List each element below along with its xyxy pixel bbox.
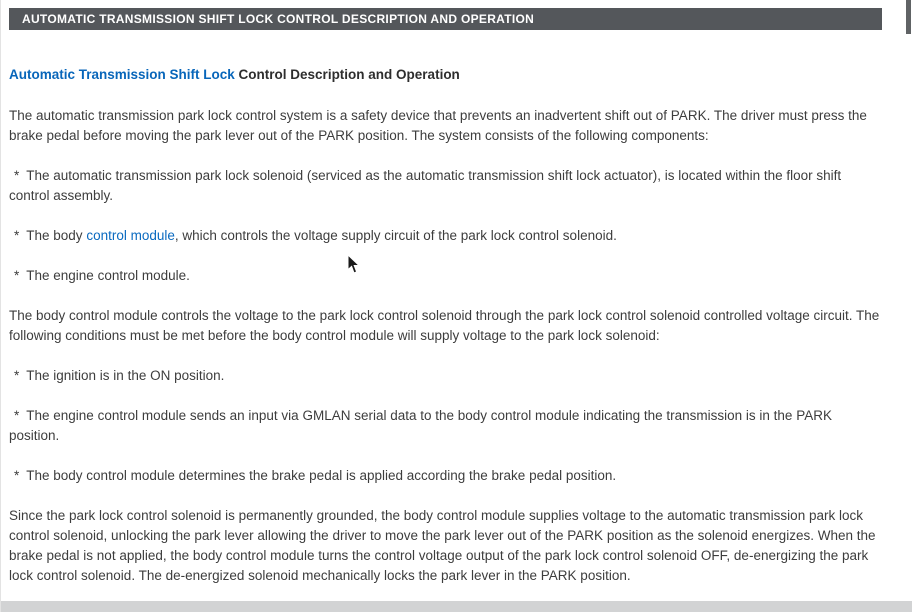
paragraph-operation: Since the park lock control solenoid is permanently grounded, the body control module supplies voltage to the automatic transmission park lock control solenoid, unlocking the park lever allowing the driver to move the park lever out of the PARK position as the solenoid energizes. When the brake pedal is not applied, the body control module turns the control voltage output of the park lock control solenoid OFF, de-energizing the park lock control solenoid. The de-energized solenoid mechanically locks the park lever in the PARK position.: [9, 508, 876, 583]
list-item-text: The engine control module sends an input via GMLAN serial data to the body control module indicating the transmission is in the PARK position.: [9, 408, 832, 443]
list-item-text: The engine control module.: [26, 268, 190, 283]
document-body: [9, 65, 881, 606]
bullet-marker: *: [14, 468, 20, 483]
paragraph-conditions: The body control module controls the voltage to the park lock control solenoid through the park lock control solenoid controlled voltage circuit. The following conditions must be met before the body control module will supply voltage to the park lock solenoid:: [9, 308, 880, 343]
vertical-scrollbar-thumb[interactable]: [906, 0, 911, 34]
list-item-text: The body control module determines the brake pedal is applied according the brake pedal position.: [26, 468, 617, 483]
list-item-text: The ignition is in the ON position.: [26, 368, 225, 383]
control-module-link[interactable]: control module: [86, 228, 175, 243]
list-item: [9, 406, 881, 446]
bullet-marker: *: [14, 228, 20, 243]
list-item: [9, 166, 881, 206]
page-title: [9, 65, 881, 85]
paragraph-intro: The automatic transmission park lock control system is a safety device that prevents an inadvertent shift out of PARK. The driver must press the brake pedal before moving the park lever out of the PARK position. The system consists of the following components:: [9, 108, 867, 143]
list-item: [9, 466, 881, 486]
list-item-text: The body: [26, 228, 87, 243]
bullet-marker: *: [14, 408, 20, 423]
list-item: [9, 266, 881, 286]
section-header-bar[interactable]: AUTOMATIC TRANSMISSION SHIFT LOCK CONTROL DESCRIPTION AND OPERATION: [9, 8, 882, 30]
bullet-marker: *: [14, 268, 20, 283]
list-item: [9, 366, 881, 386]
title-link[interactable]: Automatic Transmission Shift Lock: [9, 67, 235, 82]
bullet-marker: *: [14, 368, 20, 383]
list-item-text: The automatic transmission park lock solenoid (serviced as the automatic transmission shift lock actuator), is located within the floor shift control assembly.: [9, 168, 842, 203]
horizontal-scrollbar[interactable]: [1, 601, 912, 612]
title-rest: Control Description and Operation: [234, 67, 460, 82]
list-item: [9, 226, 881, 246]
list-item-text: , which controls the voltage supply circuit of the park lock control solenoid.: [174, 228, 617, 243]
bullet-marker: *: [14, 168, 20, 183]
